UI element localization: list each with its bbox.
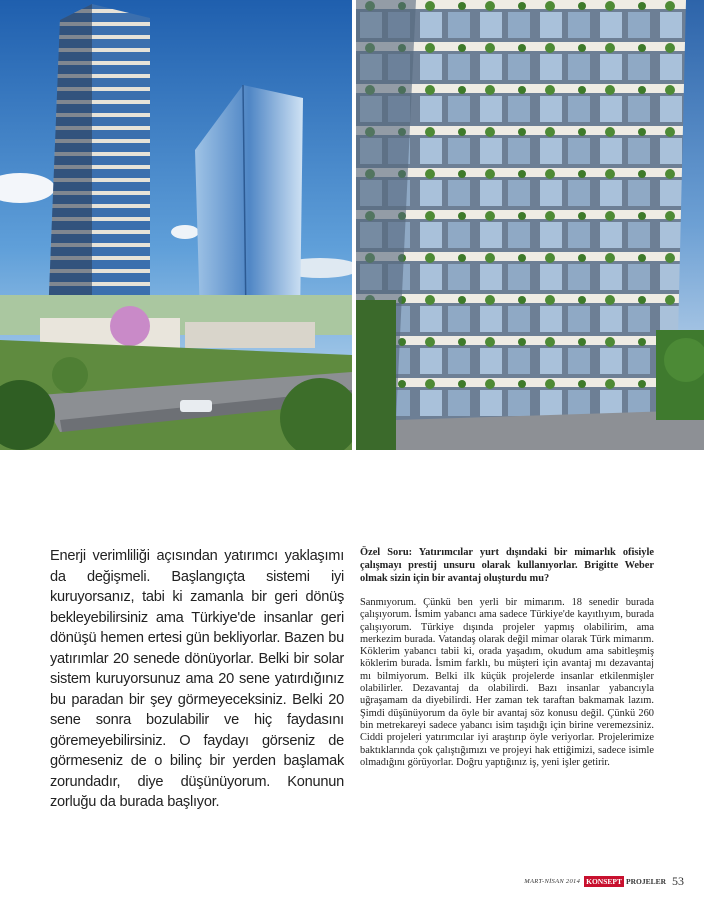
logo-part-projeler: PROJELER [625, 877, 666, 886]
page-footer [524, 874, 684, 889]
interview-question: Özel Soru: Yatırımcılar yurt dışındaki bir mimarlık ofisiyle çalışmayı prestij unsuru olarak kullanıyorlar. Brigitte Weber olmak sizin için bir avantaj oluşturdu mu? [360, 547, 654, 584]
left-text-column [50, 546, 344, 813]
page-number: 53 [672, 874, 684, 888]
logo-part-konsept: KONSEPT [586, 877, 622, 886]
facade-closeup-photo [356, 0, 704, 450]
tower-rendering-photo [0, 0, 352, 450]
issue-date: MART-NİSAN 2014 [524, 878, 581, 885]
body-paragraph: Enerji verimliliği açısından yatırımcı yaklaşımı da değişmeli. Başlangıçta sistemi iyi kuruyorsanız, tabi ki zamanla bir geri dönüş bekleyebilirsiniz ama Türkiye'de insanlar geri dönüşü hemen ertesi gün bekliyorlar. Bazen bu yatırımlar 20 senede dönüyorlar. Belki bir solar sistem kuruyorsunuz ama 20 sene yatırdığınız bu paradan bir şey görmeyeceksiniz. Belki 20 sene sonra bozulabilir ve hiç faydasını göremeyebilirsiniz. O faydayı görseniz de görmeseniz de o bilinç bir yerden başlamak zorundadır, diye düşünüyorum. Konunun zorluğu da burada başlıyor. [50, 548, 344, 810]
magazine-logo [584, 876, 668, 887]
right-text-column [360, 546, 654, 769]
interview-answer: Sanmıyorum. Çünkü ben yerli bir mimarım. 18 senedir burada çalışıyorum. İsmim yabancı ama sadece Türkiye'de kayıtlıyım, burada çalışıyorum. Türkiye dışında projeler yapmış olabilirim, ama merkezim burada. Vatandaş olarak değil mimar olarak Türk mimarım. Köklerim yabancı tabii ki, orada yaşadım, okudum ama sabitleşmiş köklerim burada. İsmim farklı, bu müşteri için avantaj mı dezavantaj mı bilmiyorum. Belki ilk küçük projelerde insanlar etkilenmişler olabilirler. Dezavantaj da olabilirdi. Bazı insanlar yabancıyla uğraşamam da diyebilirdi. Her zaman tek taraftan bakmamak lazım. Şimdi düşünüyorum da öyle bir avantaj söz konusu değil. Çünkü 260 bin metrekareyi sadece yabancı isim taşıdığı için birine veremezsiniz. Ciddi projeleri yatırımcılar iyi araştırıp öyle veriyorlar. Projelerimize baktıklarında çok çalıştığımızı ve projeyi hak ettiğimizi, sadece isimle olmadığını görüyorlar. Doğru yaptığınız iş, yeni işler getirir. [360, 597, 654, 768]
